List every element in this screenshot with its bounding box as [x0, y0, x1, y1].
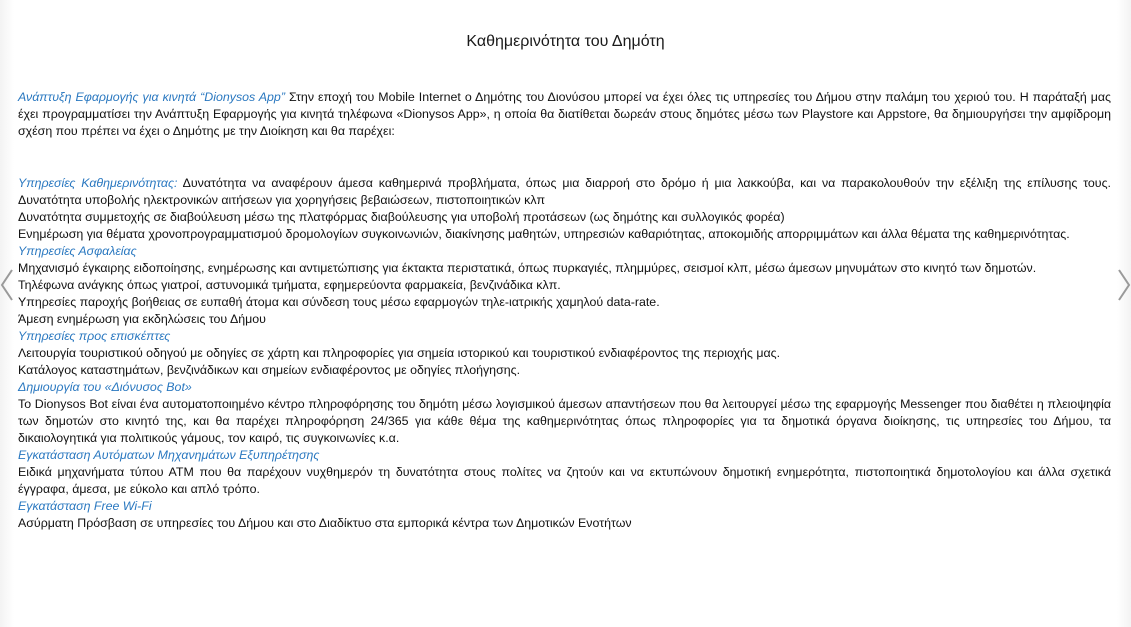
- page-title: Καθημερινότητα του Δημότη: [466, 33, 665, 50]
- safety-line: Υπηρεσίες παροχής βοήθειας σε ευπαθή άτομα και σύνδεση τους μέσω εφαρμογών τηλε-ιατρικής χαμηλού data-rate.: [18, 295, 660, 309]
- section-wifi: [18, 498, 1111, 532]
- wifi-heading: Εγκατάσταση Free Wi-Fi: [18, 499, 152, 513]
- intro-paragraph: [18, 89, 1111, 140]
- daily-lead: Δυνατότητα να αναφέρουν άμεσα καθημερινά προβλήματα, όπως μια διαρροή στο δρόμο ή μια λακκούβα, και να παρακολουθούν την εξέλιξη της επίλυσης τους. Δυνατότητα υποβολής ηλεκτρονικών αιτήσεων για χορηγήσεις βεβαιώσεων, πιστοποιητικών κλπ: [18, 176, 1111, 207]
- intro-heading: Ανάπτυξη Εφαρμογής για κινητά “Dionysos App”: [18, 90, 285, 104]
- bot-line: Το Dionysos Bot είναι ένα αυτοματοποιημένο κέντρο πληροφόρησης του δημότη μέσω λογισμικού άμεσων απαντήσεων που θα λειτουργεί μέσω της εφαρμογής Messenger που διαθέτει η πλειοψηφία των δημοτών στο κινητό της, και θα παρέχει πληροφόρηση 24/365 για κάθε θέμα της καθημερινότητας όπως πληροφορίες για τα δημοτικά όργανα διοίκησης, τις υπηρεσίες του Δήμου, τα δικαιολογητικά για πολιτικούς γάμους, τον καιρό, τις συγκοινωνίες κ.α.: [18, 397, 1111, 445]
- chevron-right-icon: [1117, 268, 1131, 302]
- bot-heading: Δημιουργία του «Διόνυσος Bot»: [18, 380, 192, 394]
- daily-heading: Υπηρεσίες Καθημερινότητας:: [18, 176, 178, 190]
- safety-line: Άμεση ενημέρωση για εκδηλώσεις του Δήμου: [18, 312, 266, 326]
- daily-paragraph: [18, 175, 1111, 209]
- daily-line: Ενημέρωση για θέματα χρονοπρογραμματισμού δρομολογίων συγκοινωνιών, διακίνησης μαθητών, υπηρεσιών καθαριότητας, αποκομιδής απορριμμάτων και άλλα θέματα της καθημερινότητας.: [18, 227, 1070, 241]
- section-atm: [18, 447, 1111, 498]
- safety-heading: Υπηρεσίες Ασφαλείας: [18, 244, 137, 258]
- next-page-button[interactable]: [1117, 268, 1131, 302]
- section-safety: [18, 243, 1111, 328]
- daily-line: Δυνατότητα συμμετοχής σε διαβούλευση μέσω της πλατφόρμας διαβούλευσης για υποβολή προτάσεων (ως δημότης και συλλογικός φορέα): [18, 210, 785, 224]
- atm-line: Ειδικά μηχανήματα τύπου ΑΤΜ που θα παρέχουν νυχθημερόν τη δυνατότητα στους πολίτες να ζητούν και να εκτυπώνουν δημοτική ενημερότητα, πιστοποιητικά δημοτολογίου και άλλα σχετικά έγγραφα, άμεσα, με εύκολο και απλό τρόπο.: [18, 465, 1111, 496]
- section-visitors: [18, 328, 1111, 379]
- intro-text: Στην εποχή του Mobile Internet ο Δημότης του Διονύσου μπορεί να έχει όλες τις υπηρεσίες του Δήμου στην παλάμη του χεριού του. Η παράταξή μας έχει προγραμματίσει την Ανάπτυξη Εφαρμογής για κινητά τηλέφωνα «Dionysos App», η οποία θα διατίθεται δωρεάν στους δημότες μέσω των Playstore και Appstore, θα δημιουργήσει την αμφίδρομη σχέση που πρέπει να έχει ο Δημότης με την Διοίκηση και θα παρέχει:: [18, 90, 1112, 138]
- safety-line: Τηλέφωνα ανάγκης όπως γιατροί, αστυνομικά τμήματα, εφημερεύοντα φαρμακεία, βενζινάδικα κλπ.: [18, 278, 561, 292]
- safety-line: Μηχανισμό έγκαιρης ειδοποίησης, ενημέρωσης και αντιμετώπισης για έκτακτα περιστατικά, όπως πυρκαγιές, πλημμύρες, σεισμοί κλπ, μέσω άμεσων μηνυμάτων στο κινητό των δημοτών.: [18, 261, 1037, 275]
- atm-heading: Εγκατάσταση Αυτόματων Μηχανημάτων Εξυπηρέτησης: [18, 448, 320, 462]
- section-bot: [18, 379, 1111, 447]
- visitors-heading: Υπηρεσίες προς επισκέπτες: [18, 329, 171, 343]
- wifi-line: Ασύρματη Πρόσβαση σε υπηρεσίες του Δήμου και στο Διαδίκτυο στα εμπορικά κέντρα των Δημοτικών Ενοτήτων: [18, 516, 632, 530]
- chevron-left-icon: [0, 268, 14, 302]
- visitors-line: Λειτουργία τουριστικού οδηγού με οδηγίες σε χάρτη και πληροφορίες για σημεία ιστορικού και τουριστικού ενδιαφέροντος της περιοχής μας.: [18, 346, 781, 360]
- visitors-line: Κατάλογος καταστημάτων, βενζινάδικων και σημείων ενδιαφέροντος με οδηγίες πλοήγησης.: [18, 363, 521, 377]
- prev-page-button[interactable]: [0, 268, 14, 302]
- section-daily: [18, 175, 1111, 243]
- article-body: [18, 89, 1111, 532]
